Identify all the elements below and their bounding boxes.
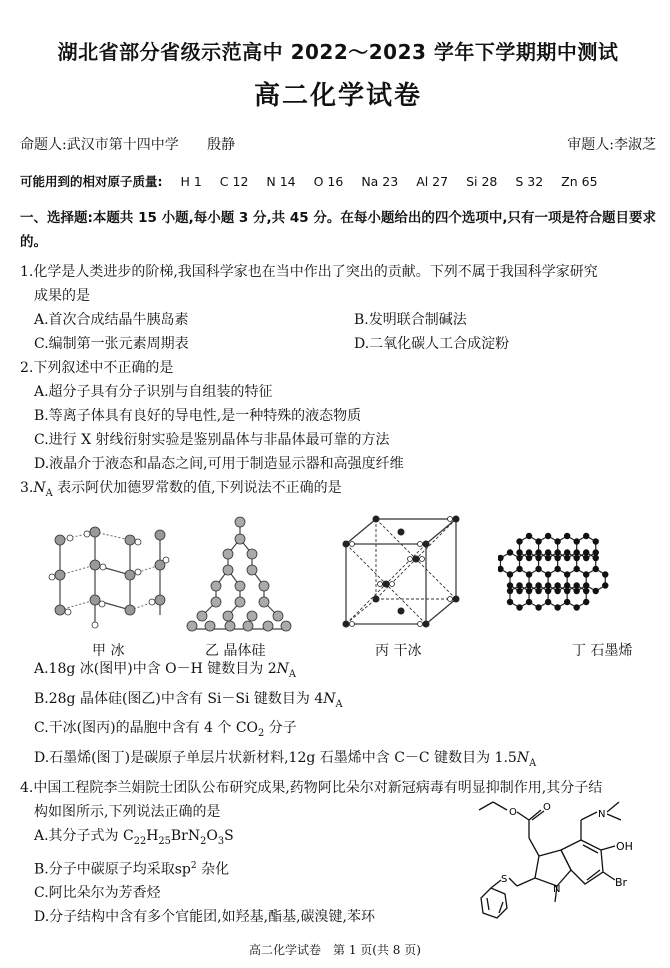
mass-item: Al 27 [416,174,449,189]
graphene-atom [526,533,532,539]
graphene-atom [564,588,570,594]
option-b: B.发明联合制碱法 [354,312,467,328]
graphene-atom [583,599,589,605]
graphene-atom [602,571,608,577]
graphene-atom [593,555,599,561]
author-school: 命题人:武汉市第十四中学 [20,137,179,153]
graphene-atom [573,566,579,572]
graphene-atom [573,555,579,561]
amine-n-label: N [598,808,606,820]
crystal-figures [20,512,656,657]
graphene-atom [545,599,551,605]
graphene-atom [507,549,513,555]
graphene-atom [535,588,541,594]
graphene-atom [554,549,560,555]
arbidol-structure-figure [469,798,644,928]
graphene-atom [564,582,570,588]
graphene-atom [554,566,560,572]
graphene-atom [507,582,513,588]
graphene-atom [545,533,551,539]
option-c: C.进行 X 射线衍射实验是鉴别晶体与非晶体最可靠的方法 [34,432,390,448]
graphene-atom [526,549,532,555]
graphene-atom [516,566,522,572]
page-footer: 高二化学试卷 第 1 页(共 8 页) [249,943,421,957]
graphene-atom [526,588,532,594]
graphene-atom [602,582,608,588]
option-a: A.其分子式为 $C_{22}H_{25}BrN_2O_3S$ [34,827,234,847]
graphene-atom [554,588,560,594]
exam-subtitle: 高二化学试卷 [253,81,422,111]
graphene-atom [564,549,570,555]
graphene-atom [545,571,551,577]
graphene-atom [526,571,532,577]
graphene-atom [535,566,541,572]
graphene-atom [583,549,589,555]
graphene-atom [526,582,532,588]
graphene-atom [583,588,589,594]
graphene-atom [564,571,570,577]
graphene-atom [545,555,551,561]
mass-item: O 16 [313,174,344,189]
graphene-atom [516,549,522,555]
graphene-atom [545,582,551,588]
graphene-atom [535,582,541,588]
graphene-atom [573,588,579,594]
graphene-atom [583,571,589,577]
option-b: B.28g 晶体硅(图乙)中含有 Si－Si 键数目为 $4N_A$ [34,690,343,710]
authors-row [20,134,656,154]
question-4 [20,776,656,929]
mass-item: Si 28 [466,174,498,189]
option-d: D.分子结构中含有多个官能团,如羟基,酯基,碳溴键,苯环 [34,909,375,926]
graphene-atom [516,604,522,610]
graphene-atom [535,538,541,544]
question-1 [20,260,656,356]
graphene-atom [545,549,551,555]
graphene-atom [554,604,560,610]
graphene-atom [516,555,522,561]
option-b: B.分子中碳原子均采取$sp^2$ 杂化 [34,860,230,878]
graphene-atom [593,566,599,572]
atomic-masses [20,172,656,190]
question-stem: 1.化学是人类进步的阶梯,我国科学家也在当中作出了突出的贡献。下列不属于我国科学家研究 [20,264,598,280]
atomic-masses-label: 可能用到的相对原子质量: [20,174,163,189]
option-d: D.石墨烯(图丁)是碳原子单层片状新材料,12g 石墨烯中含 C－C 键数目为 $1.5N_A$ [34,750,537,769]
graphene-atom [526,555,532,561]
section-heading: 一、选择题:本题共 15 小题,每小题 3 分,共 45 分。在每小题给出的四个选项中,只有一项是符合题目要求的。 [20,210,656,250]
graphene-atom [554,555,560,561]
indole-n-label: N [553,883,561,895]
sulfur-label: S [501,873,508,885]
graphene-atom [535,604,541,610]
option-b: B.等离子体具有良好的导电性,是一种特殊的液态物质 [34,408,362,424]
graphene-atom [593,588,599,594]
author-name: 殷静 [207,137,236,153]
mass-item: Zn 65 [561,174,598,189]
graphene-atom [498,555,504,561]
graphene-atom [535,549,541,555]
graphene-atom [507,599,513,605]
question-stem: $3.N_A$ 表示阿伏加德罗常数的值,下列说法不正确的是 [20,480,342,499]
mass-item: C 12 [219,174,249,189]
reviewer: 审题人:李淑芝 [567,137,656,153]
question-3 [20,476,656,776]
exam-title: 湖北省部分省级示范高中 2022～2023 学年下学期期中测试 [57,40,619,64]
graphene-atom [583,582,589,588]
graphene-atom [516,538,522,544]
crystal-silicon-figure [180,514,300,634]
option-d: D.二氧化碳人工合成淀粉 [354,336,510,352]
question-2 [20,356,656,476]
option-d: D.液晶介于液态和晶态之间,可用于制造显示器和高强度纤维 [34,456,404,472]
dry-ice-cell-figure [338,514,463,634]
graphene-atom [516,588,522,594]
option-c: C.编制第一张元素周期表 [34,336,189,352]
graphene-atom [583,533,589,539]
figure-caption-graphene: 丁 石墨烯 [572,642,633,659]
question-stem-cont: 成果的是 [34,288,90,304]
option-a: A.超分子具有分子识别与自组装的特征 [34,384,273,400]
figure-caption-ice: 甲 冰 [92,642,125,659]
mass-item: N 14 [266,174,296,189]
graphene-figure [498,522,628,632]
graphene-atom [564,599,570,605]
figure-caption-dry-ice: 丙 干冰 [375,642,422,659]
graphene-atom [498,566,504,572]
graphene-atom [573,538,579,544]
mass-item: S 32 [515,174,544,189]
graphene-atom [573,604,579,610]
graphene-atom [507,571,513,577]
question-stem-cont: 构如图所示,下列说法正确的是 [34,803,221,820]
graphene-atom [573,582,579,588]
question-stem: 4.中国工程院李兰娟院士团队公布研究成果,药物阿比朵尔对新冠病毒有明显抑制作用,其分子结 [20,779,603,796]
ester-oxygen-label: O [509,806,517,818]
option-c: C.阿比朵尔为芳香烃 [34,885,161,902]
hydroxyl-label: OH [616,839,633,853]
graphene-atom [564,533,570,539]
ice-structure-figure [40,520,170,635]
bromine-label: Br [615,875,628,889]
graphene-atom [507,588,513,594]
graphene-atom [573,549,579,555]
graphene-atom [593,538,599,544]
graphene-atom [516,582,522,588]
mass-item: H 1 [180,174,202,189]
option-c: C.干冰(图丙)的晶胞中含有 4 个 $CO_2$ 分子 [34,720,297,740]
mass-item: Na 23 [361,174,399,189]
graphene-atom [535,555,541,561]
option-a: A.首次合成结晶牛胰岛素 [34,312,189,328]
graphene-atom [526,599,532,605]
graphene-atom [583,555,589,561]
graphene-atom [554,538,560,544]
figure-caption-silicon: 乙 晶体硅 [205,642,266,659]
graphene-atom [564,555,570,561]
question-stem: 2.下列叙述中不正确的是 [20,360,174,376]
graphene-atom [545,588,551,594]
graphene-atom [554,582,560,588]
option-a: A.18g 冰(图甲)中含 O－H 键数目为 $2N_A$ [34,660,296,680]
carbonyl-oxygen-label: O [543,801,551,813]
graphene-atom [593,549,599,555]
